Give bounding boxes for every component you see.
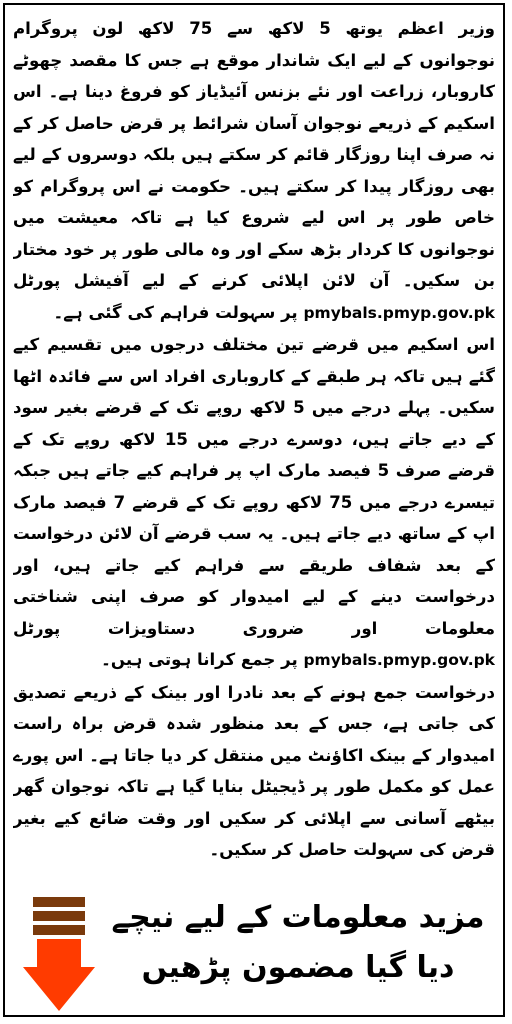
read-more-line-2: دیا گیا مضمون پڑھیں (141, 950, 455, 985)
portal-link-2[interactable]: pmybals.pmyp.gov.pk (303, 651, 495, 669)
footer-banner (5, 875, 503, 1015)
paragraph-2-end: پر جمع کرانا ہوتی ہیں۔ (101, 650, 298, 669)
paragraph-2-text: اس اسکیم میں قرضے تین مختلف درجوں میں تقسیم کیے گئے ہیں تاکہ ہر طبقے کے کاروباری افراد اس سے فائدہ اٹھا سکیں۔ پہلے درجے میں 5 لاکھ روپے تک کے قرضے بغیر سود کے دیے جاتے ہیں، دوسرے درجے میں 15 لاکھ روپے تک کے قرضے صرف 5 فیصد مارک اپ پر فراہم کیے جاتے ہیں جبکہ تیسرے درجے میں 75 لاکھ روپے تک کے قرضے 7 فیصد مارک اپ کے ساتھ دیے جاتے ہیں۔ یہ سب قرضے آن لائن درخواست کے بعد شفاف طریقے سے فراہم کیے جاتے ہیں، اور درخواست دینے کے لیے امیدوار کو صرف اپنی شناختی معلومات اور ضروری دستاویزات پورٹل (13, 335, 495, 638)
page-frame (3, 3, 505, 1017)
arrow-head (23, 939, 95, 1011)
paragraph-3: درخواست جمع ہونے کے بعد نادرا اور بینک کے ذریعے تصدیق کی جاتی ہے، جس کے بعد منظور شدہ قرض براہ راست امیدوار کے بینک اکاؤنٹ میں منتقل کر دیا جاتا ہے۔ اس پورے عمل کو مکمل طور پر ڈیجیٹل بنایا گیا ہے تاکہ نوجوان گھر بیٹھے آسانی سے اپلائی کر سکیں اور وقت ضائع کیے بغیر قرض کی سہولت حاصل کر سکیں۔ (13, 682, 495, 859)
paragraph-2 (13, 329, 495, 677)
paragraph-1-text: وزیر اعظم یوتھ 5 لاکھ سے 75 لاکھ لون پروگرام نوجوانوں کے لیے ایک شاندار موقع ہے جس کا مقصد چھوٹے کاروبار، زراعت اور نئے بزنس آئیڈیاز کو فروغ دینا ہے۔ اس اسکیم کے ذریعے نوجوان آسان شرائط پر قرض حاصل کر کے نہ صرف اپنا روزگار قائم کر سکتے ہیں بلکہ دوسروں کے لیے بھی روزگار پیدا کر سکتے ہیں۔ حکومت نے اس پروگرام کو خاص طور پر اس لیے شروع کیا ہے تاکہ معیشت میں نوجوانوں کا کردار بڑھ سکے اور وہ مالی طور پر خود مختار بن سکیں۔ آن لائن اپلائی کرنے کے لیے آفیشل پورٹل (13, 19, 495, 290)
paragraph-1 (13, 13, 495, 329)
down-arrow-icon (23, 895, 95, 1013)
article-body (13, 13, 495, 875)
arrow-stripe-2 (33, 911, 85, 921)
portal-link-1[interactable]: pmybals.pmyp.gov.pk (303, 303, 495, 322)
paragraph-1-end: پر سہولت فراہم کی گئی ہے۔ (53, 302, 298, 322)
read-more-heading (101, 893, 495, 993)
read-more-line-1: مزید معلومات کے لیے نیچے (111, 900, 485, 935)
arrow-stripe-3 (33, 925, 85, 935)
arrow-stripe-1 (33, 897, 85, 907)
